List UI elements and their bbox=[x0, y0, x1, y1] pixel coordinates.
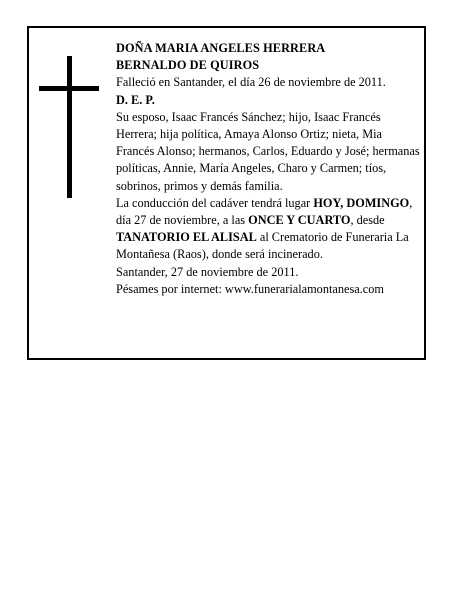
cross-icon bbox=[39, 56, 99, 198]
deceased-name-line-2: BERNALDO DE QUIROS bbox=[116, 58, 260, 73]
notice-body bbox=[116, 40, 422, 298]
rip-line: D. E. P. bbox=[116, 92, 155, 107]
conduction-text-2: , día 27 de noviembre, a las bbox=[116, 195, 413, 228]
conduction-text-4: al Crematorio de Funeraria La Montañesa (Raos), donde será incinerado. bbox=[116, 230, 409, 262]
obituary-notice bbox=[27, 26, 426, 360]
condolences-line: Pésames por internet: www.funerarialamontanesa.com bbox=[116, 281, 384, 296]
cross-vertical-bar bbox=[67, 56, 72, 198]
deceased-name-line-1: DOÑA MARIA ANGELES HERRERA bbox=[116, 41, 326, 55]
conduction-text-1: La conducción del cadáver tendrá lugar bbox=[116, 195, 314, 210]
cross-horizontal-bar bbox=[39, 86, 99, 91]
family-list: Su esposo, Isaac Francés Sánchez; hijo, Isaac Francés Herrera; hija política, Amaya Alonso Ortiz; nieta, Mia Francés Alonso; hermanos, Carlos, Eduardo y José; hermanas políticas, Annie, María Angeles, Charo y Carmen; tíos, sobrinos, primos y demás familia. bbox=[116, 109, 420, 193]
conduction-place: TANATORIO EL ALISAL bbox=[116, 230, 257, 245]
conduction-day: HOY, DOMINGO bbox=[313, 195, 410, 210]
death-statement: Falleció en Santander, el día 26 de noviembre de 2011. bbox=[116, 75, 386, 90]
conduction-time: ONCE Y CUARTO bbox=[248, 213, 351, 228]
notice-date: Santander, 27 de noviembre de 2011. bbox=[116, 264, 299, 279]
conduction-text-3: , desde bbox=[350, 213, 385, 228]
funeral-conduction bbox=[116, 195, 422, 264]
